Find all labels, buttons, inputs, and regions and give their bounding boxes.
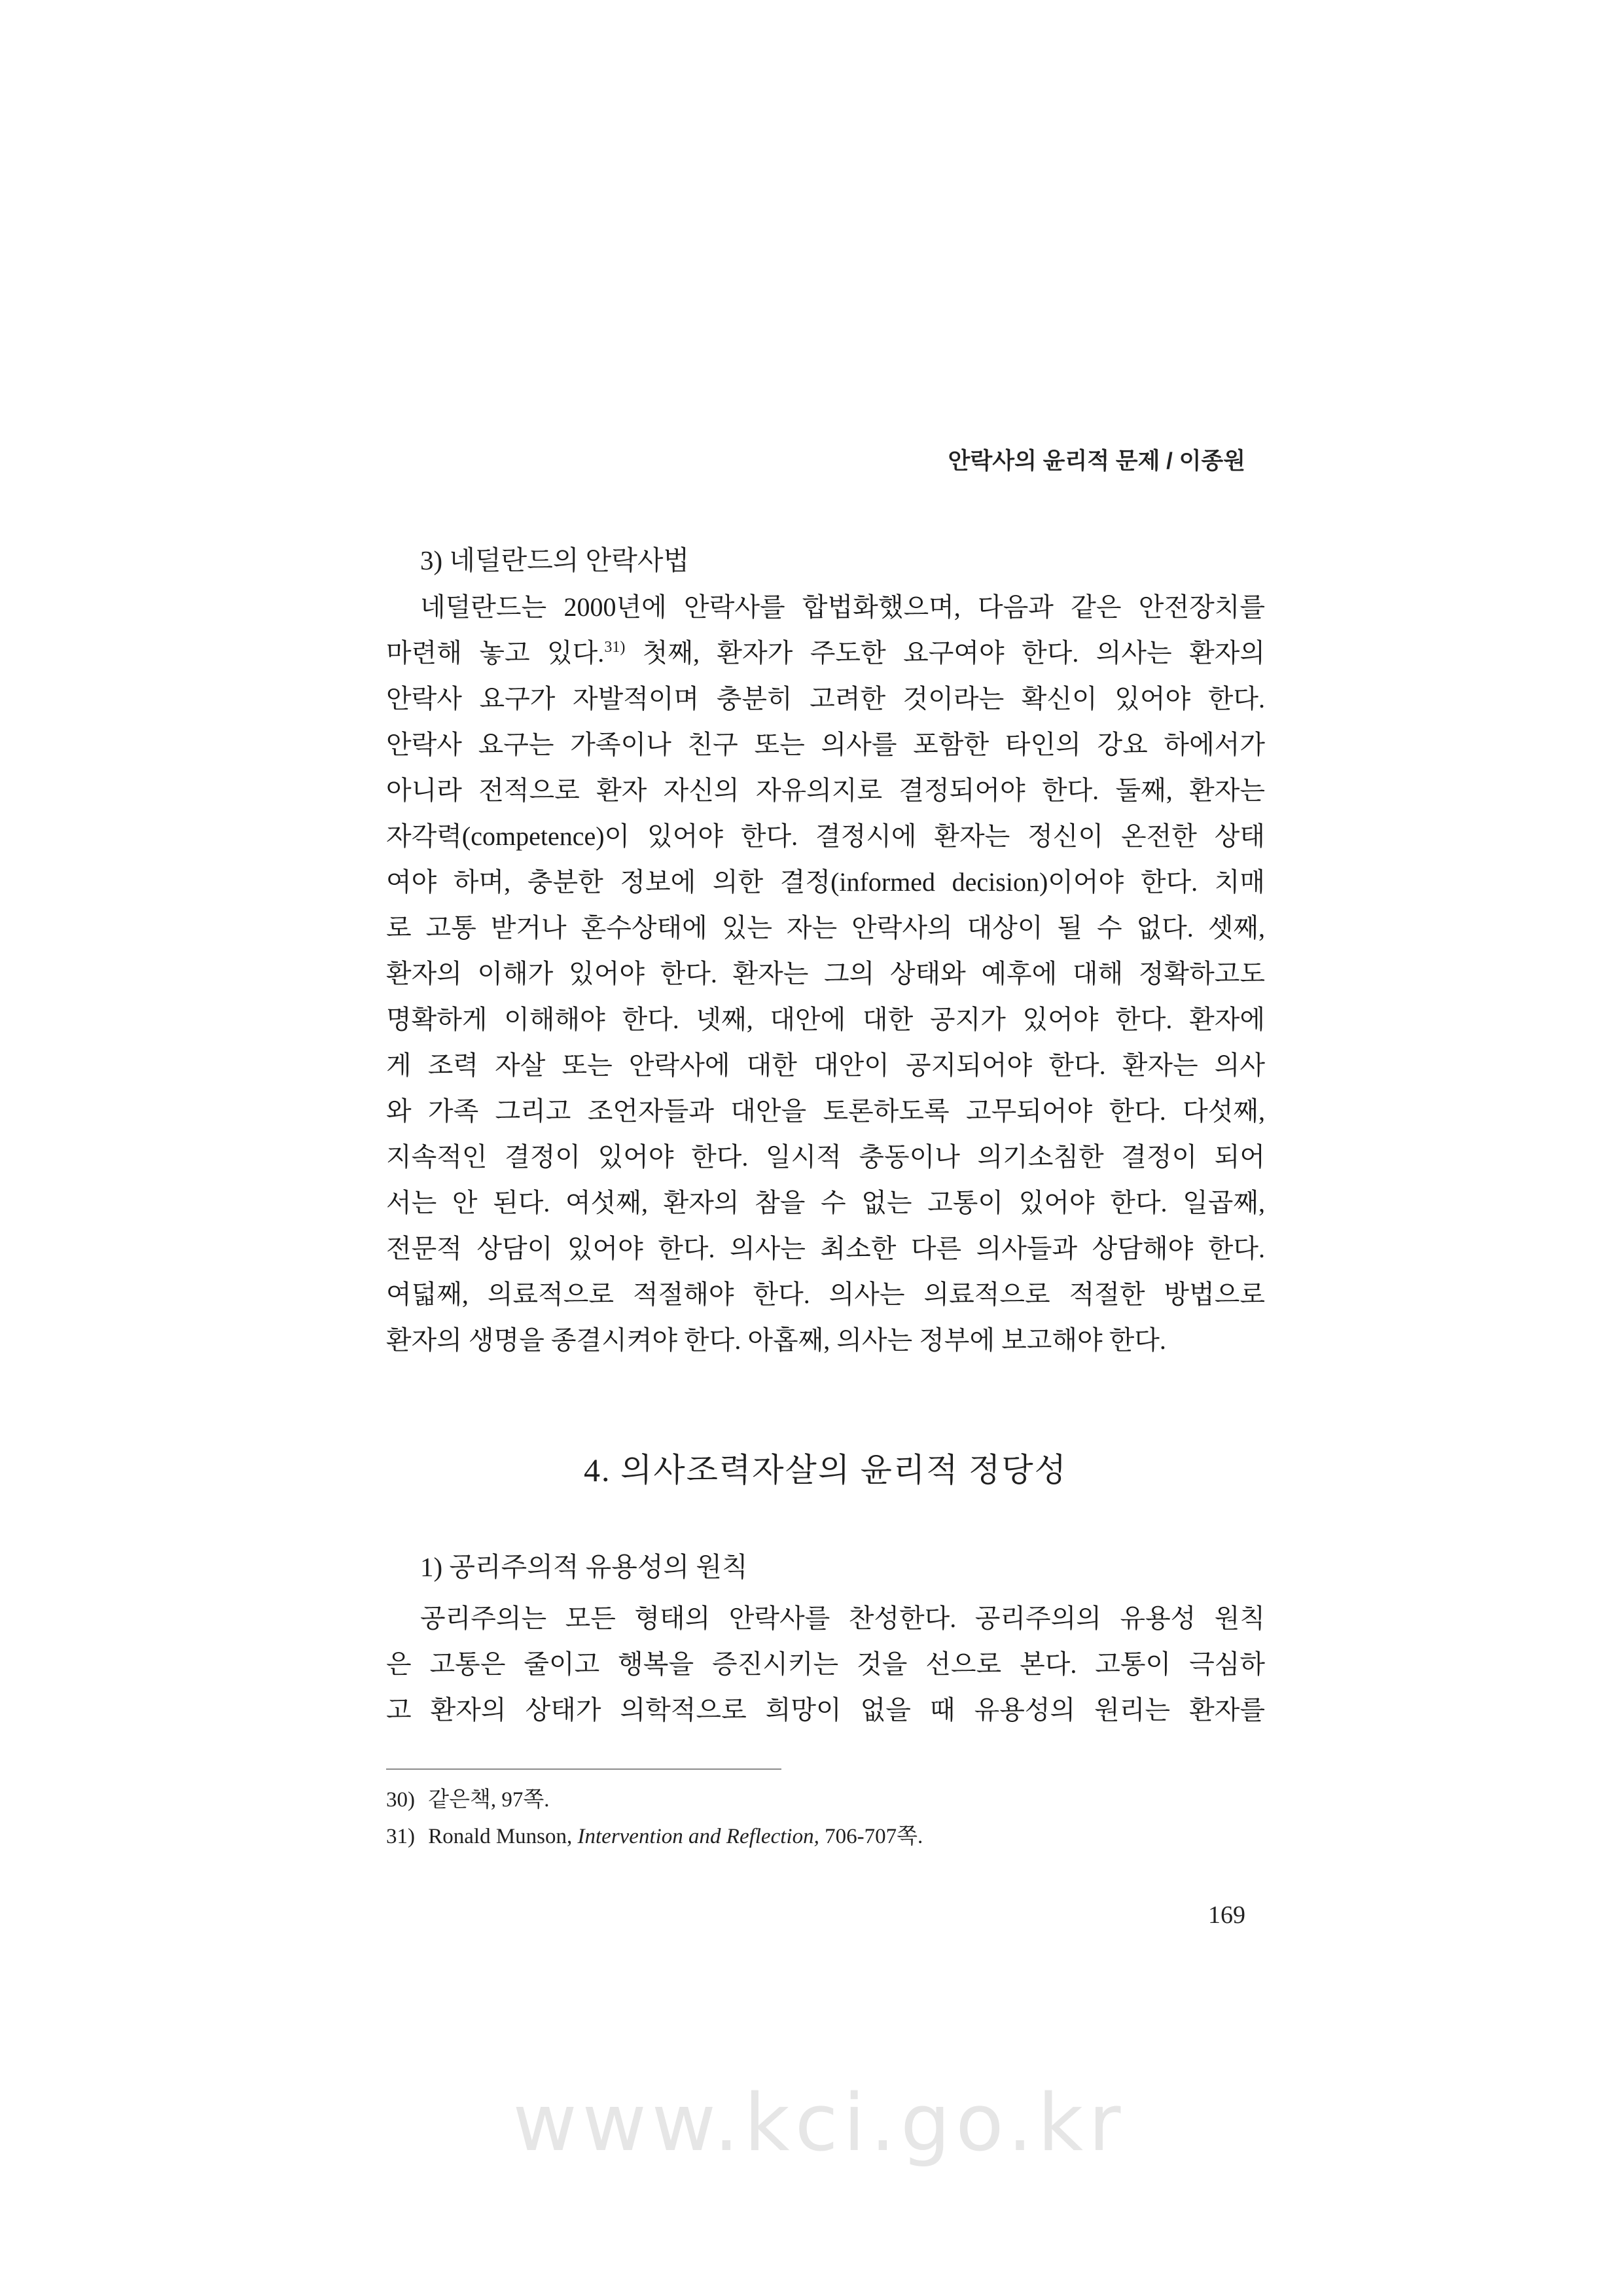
paragraph-line: 여덟째, 의료적으로 적절해야 한다. 의사는 의료적으로 적절한 방법으로: [386, 1280, 1265, 1309]
line-text: 첫째, 환자가 주도한 요구여야 한다. 의사는 환자의: [625, 638, 1265, 668]
paragraph-line: 은 고통은 줄이고 행복을 증진시키는 것을 선으로 본다. 고통이 극심하: [386, 1649, 1265, 1679]
footnote-text: 같은책, 97쪽.: [428, 1788, 550, 1812]
footnotes: [386, 1782, 923, 1855]
footnote-number: 31): [386, 1825, 415, 1848]
footnote-title: Intervention and Reflection,: [577, 1825, 819, 1848]
subsection-heading: 3) 네덜란드의 안락사법: [420, 545, 690, 575]
paragraph-line: 환자의 이해가 있어야 한다. 환자는 그의 상태와 예후에 대해 정확하고도: [386, 959, 1265, 988]
paragraph-line: 자각력(competence)이 있어야 한다. 결정시에 환자는 정신이 온전한 상태: [386, 821, 1265, 851]
paragraph-line: 네덜란드는 2000년에 안락사를 합법화했으며, 다음과 같은 안전장치를: [420, 592, 1265, 622]
paragraph-line: 환자의 생명을 종결시켜야 한다. 아홉째, 의사는 정부에 보고해야 한다.: [386, 1325, 1166, 1355]
page-number: 169: [1208, 1901, 1245, 1929]
line-text: 마련해 놓고 있다.: [386, 638, 605, 668]
paragraph-line: 서는 안 된다. 여섯째, 환자의 참을 수 없는 고통이 있어야 한다. 일곱째,: [386, 1188, 1265, 1217]
paragraph-line: 로 고통 받거나 혼수상태에 있는 자는 안락사의 대상이 될 수 없다. 셋째,: [386, 913, 1265, 942]
footnote-number: 30): [386, 1788, 415, 1812]
section-heading: 4. 의사조력자살의 윤리적 정당성: [584, 1452, 1067, 1488]
footnote-reference: 31): [604, 639, 626, 656]
footnote-separator: [386, 1768, 781, 1770]
paragraph-line: 안락사 요구는 가족이나 친구 또는 의사를 포함한 타인의 강요 하에서가: [386, 730, 1265, 759]
watermark: www.kci.go.kr: [512, 2078, 1126, 2169]
paragraph-line: 공리주의는 모든 형태의 안락사를 찬성한다. 공리주의의 유용성 원칙: [420, 1604, 1265, 1633]
paragraph: [386, 1596, 1265, 1733]
footnote: [386, 1782, 923, 1818]
paragraph-line: 명확하게 이해해야 한다. 넷째, 대안에 대한 공지가 있어야 한다. 환자에: [386, 1005, 1265, 1034]
paragraph-line: 게 조력 자살 또는 안락사에 대한 대안이 공지되어야 한다. 환자는 의사: [386, 1050, 1265, 1080]
paragraph: [386, 584, 1265, 1363]
paragraph-line: [386, 630, 1265, 676]
footnote-pages: 706-707쪽.: [825, 1825, 923, 1848]
subsection-heading: 1) 공리주의적 유용성의 원칙: [420, 1552, 748, 1582]
footnote-author: Ronald Munson,: [428, 1825, 573, 1848]
paragraph-line: 와 가족 그리고 조언자들과 대안을 토론하도록 고무되어야 한다. 다섯째,: [386, 1096, 1265, 1126]
paragraph-line: 여야 하며, 충분한 정보에 의한 결정(informed decision)이어야 한다. 치매: [386, 867, 1265, 897]
paragraph-line: 아니라 전적으로 환자 자신의 자유의지로 결정되어야 한다. 둘째, 환자는: [386, 776, 1265, 805]
footnote: [386, 1818, 923, 1855]
paragraph-line: 안락사 요구가 자발적이며 충분히 고려한 것이라는 확신이 있어야 한다.: [386, 684, 1265, 713]
paragraph-line: 고 환자의 상태가 의학적으로 희망이 없을 때 유용성의 원리는 환자를: [386, 1695, 1265, 1725]
running-header: 안락사의 윤리적 문제 / 이종원: [948, 448, 1245, 474]
paragraph-line: 지속적인 결정이 있어야 한다. 일시적 충동이나 의기소침한 결정이 되어: [386, 1142, 1265, 1172]
paragraph-line: 전문적 상담이 있어야 한다. 의사는 최소한 다른 의사들과 상담해야 한다.: [386, 1234, 1265, 1263]
